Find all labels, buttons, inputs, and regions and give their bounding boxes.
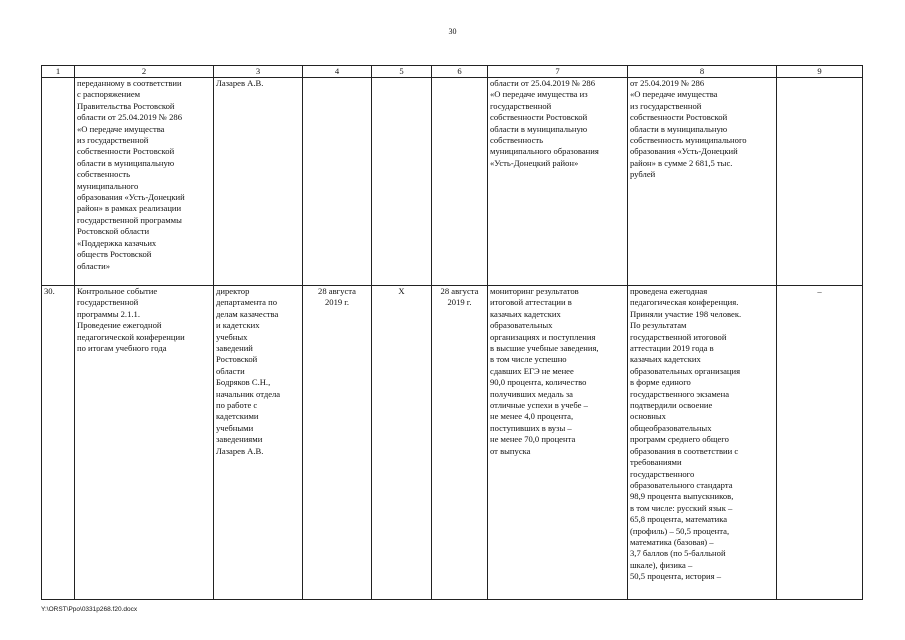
expected-result-cell: мониторинг результатов итоговой аттестации в казачьих кадетских образовательных организациях и поступления в высшие учебные заведения, в том числе успешно сдавших ЕГЭ не менее 90,0 процента, количество получивших медаль за отличные успехи в учебе – не менее 4,0 процента, поступивших в вузы – не менее 70,0 процента от выпуска — [488, 286, 628, 600]
column-number-row — [42, 66, 863, 78]
page-number: 30 — [448, 27, 457, 36]
fact-date-cell — [432, 78, 488, 286]
table-row — [42, 286, 863, 600]
column-header: 4 — [303, 66, 372, 78]
column-header: 7 — [488, 66, 628, 78]
plan-date-cell — [303, 78, 372, 286]
responsible-cell: Лазарев А.В. — [214, 78, 303, 286]
plan-date-cell: 28 августа 2019 г. — [303, 286, 372, 600]
footer-file-path: Y:\ORST\Ppo\0331p268.f20.docx — [41, 606, 138, 613]
column-header: 3 — [214, 66, 303, 78]
table-row — [42, 78, 863, 286]
event-cell: Контрольное событие государственной программы 2.1.1. Проведение ежегодной педагогической конференции по итогам учебного года — [75, 286, 214, 600]
column-header: 2 — [75, 66, 214, 78]
column-header: 6 — [432, 66, 488, 78]
row-number — [42, 78, 75, 286]
col5-cell: Х — [372, 286, 432, 600]
fact-date-cell: 28 августа 2019 г. — [432, 286, 488, 600]
responsible-cell: директор департамента по делам казачества и кадетских учебных заведений Ростовской области Бодряков С.Н., начальник отдела по работе с кадетскими учебными заведениями Лазарев А.В. — [214, 286, 303, 600]
report-table — [41, 65, 863, 600]
column-header: 5 — [372, 66, 432, 78]
event-cell: переданному в соответствии с распоряжением Правительства Ростовской области от 25.04.2019 № 286 «О передаче имущества из государственной собственности Ростовской области в муниципальную собственность муниципального образования «Усть-Донецкий район» в рамках реализации государственной программы Ростовской области «Поддержка казачьих обществ Ростовской области» — [75, 78, 214, 286]
actual-result-cell: от 25.04.2019 № 286 «О передаче имущества из государственной собственности Ростовской области в муниципальную собственность муниципального образования «Усть-Донецкий район» в сумме 2 681,5 тыс. рублей — [628, 78, 777, 286]
note-cell: – — [777, 286, 863, 600]
actual-result-cell: проведена ежегодная педагогическая конференция. Приняли участие 198 человек. По результатам государственной итоговой аттестации 2019 года в казачьих кадетских образовательных организация в форме единого государственного экзамена подтвердили освоение основных общеобразовательных программ среднего общего образования в соответствии с требованиями государственного образовательного стандарта 98,9 процента выпускников, в том числе: русский язык – 65,8 процента, математика (профиль) – 50,5 процента, математика (базовая) – 3,7 баллов (по 5-балльной шкале), физика – 50,5 процента, история – — [628, 286, 777, 600]
note-cell — [777, 78, 863, 286]
col5-cell — [372, 78, 432, 286]
column-header: 9 — [777, 66, 863, 78]
column-header: 8 — [628, 66, 777, 78]
row-number: 30. — [42, 286, 75, 600]
expected-result-cell: области от 25.04.2019 № 286 «О передаче имущества из государственной собственности Ростовской области в муниципальную собственность муниципального образования «Усть-Донецкий район» — [488, 78, 628, 286]
column-header: 1 — [42, 66, 75, 78]
